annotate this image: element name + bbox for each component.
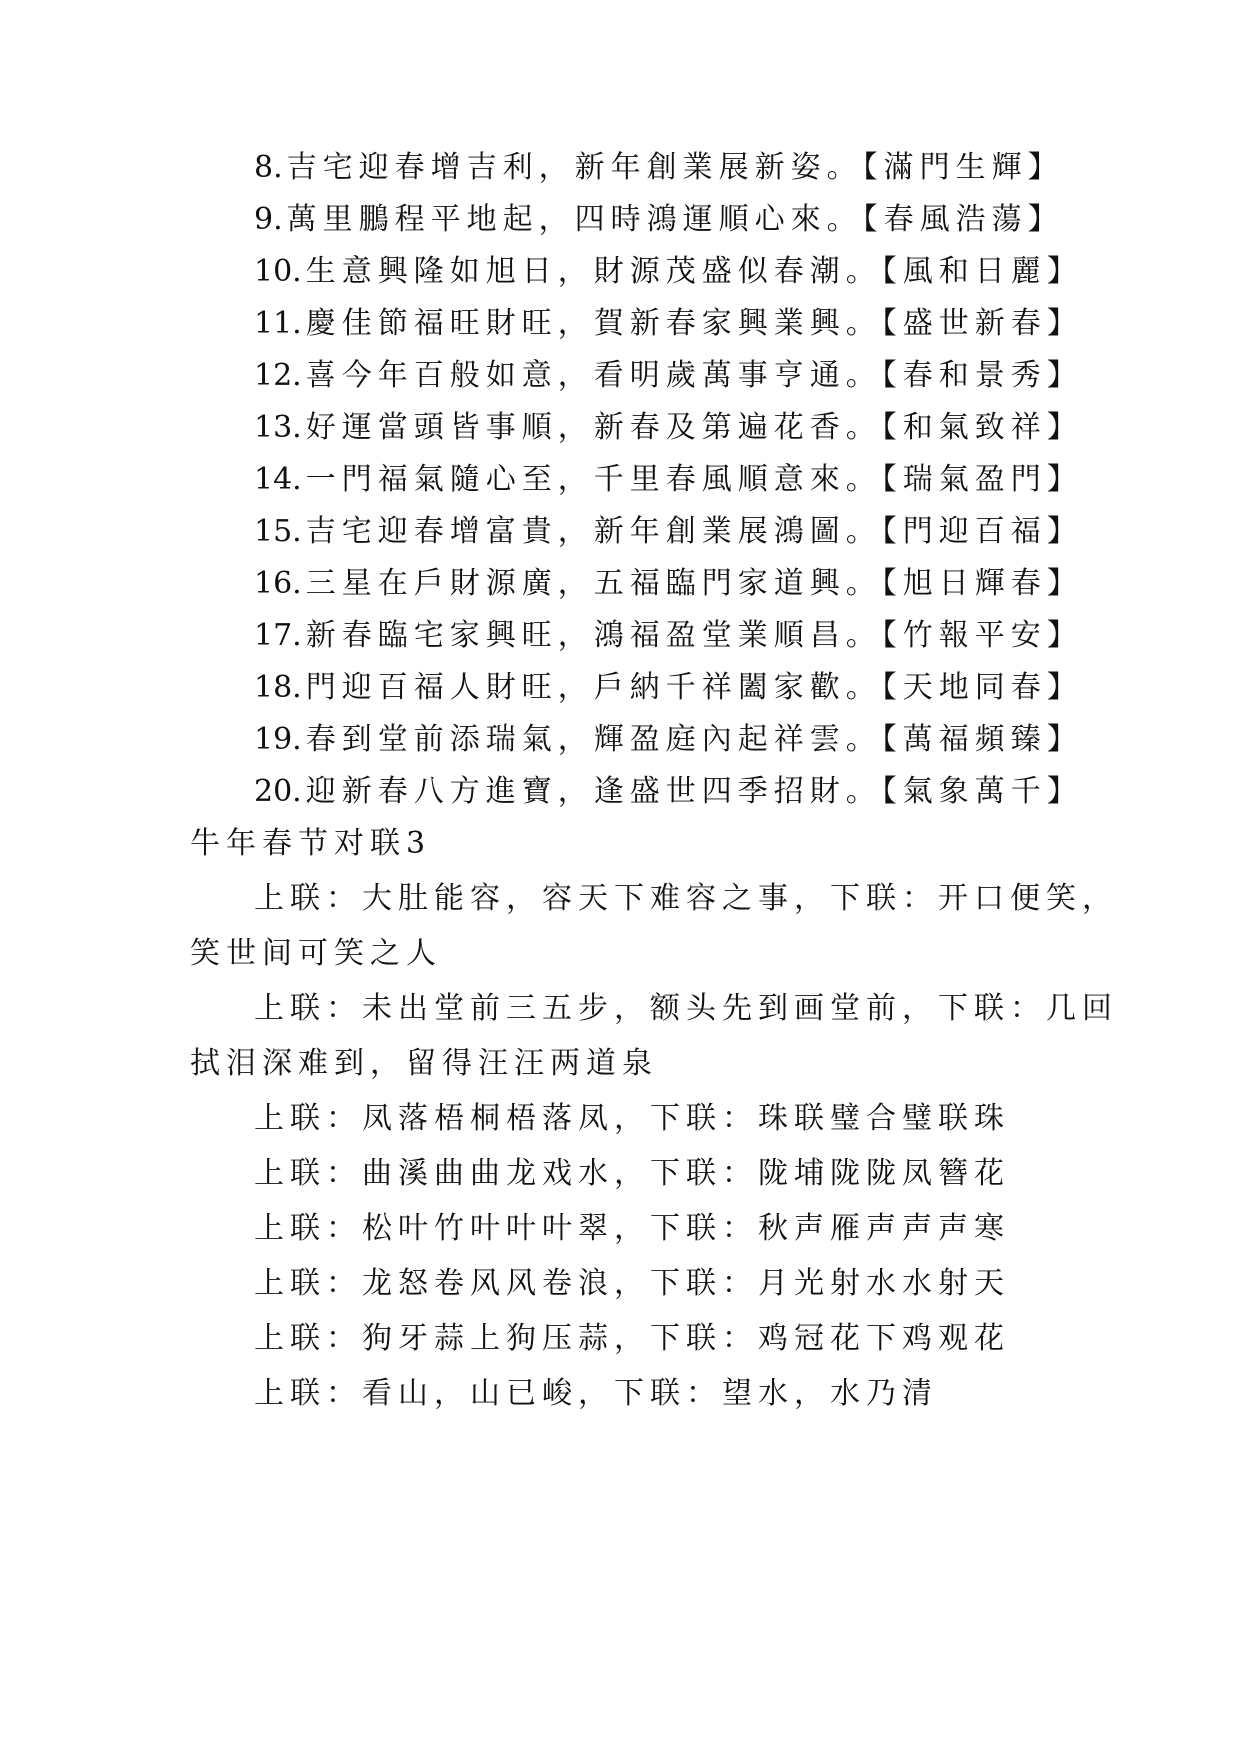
couplet-text: 春到堂前添瑞氣，輝盈庭內起祥雲。【萬福頻臻】 <box>305 722 1083 757</box>
couplet-number: 19. <box>254 722 302 757</box>
couplet-line <box>254 356 1083 396</box>
couplet-pair-line1: 上联：龙怒卷风风卷浪，下联：月光射水水射天 <box>254 1266 1010 1301</box>
couplet-number: 8. <box>254 150 283 185</box>
couplet-number: 20. <box>254 774 302 809</box>
couplet-line <box>254 720 1083 760</box>
couplet-text: 好運當頭皆事順，新春及第遍花香。【和氣致祥】 <box>305 410 1083 445</box>
couplet-number: 9. <box>254 202 283 237</box>
couplet-text: 三星在戶財源廣，五福臨門家道興。【旭日輝春】 <box>305 566 1083 601</box>
couplet-number: 16. <box>254 566 302 601</box>
couplet-line <box>254 252 1083 292</box>
couplet-number: 11. <box>254 306 302 341</box>
couplet-pair-line1: 上联：松叶竹叶叶叶翠，下联：秋声雁声声声寒 <box>254 1211 1010 1246</box>
couplet-text: 一門福氣隨心至，千里春風順意來。【瑞氣盈門】 <box>305 462 1083 497</box>
couplet-text: 迎新春八方進寶，逢盛世四季招財。【氣象萬千】 <box>305 774 1083 809</box>
couplet-line <box>254 200 1064 240</box>
couplet-line <box>254 772 1083 812</box>
couplet-text: 新春臨宅家興旺，鴻福盈堂業順昌。【竹報平安】 <box>305 618 1083 653</box>
couplet-number: 10. <box>254 254 302 289</box>
couplet-text: 吉宅迎春增吉利，新年創業展新姿。【滿門生輝】 <box>286 150 1064 185</box>
section-title: 牛年春节对联3 <box>190 826 432 861</box>
couplet-line <box>254 148 1064 188</box>
couplet-text: 生意興隆如旭日，財源茂盛似春潮。【風和日麗】 <box>305 254 1083 289</box>
couplet-number: 14. <box>254 462 302 497</box>
couplet-pair-line1: 上联：看山，山已峻，下联：望水，水乃清 <box>254 1376 938 1411</box>
couplet-line <box>254 616 1083 656</box>
couplet-text: 門迎百福人財旺，戶納千祥闔家歡。【天地同春】 <box>305 670 1083 705</box>
couplet-text: 喜今年百般如意，看明歲萬事亨通。【春和景秀】 <box>305 358 1083 393</box>
couplet-line <box>254 668 1083 708</box>
couplet-pair-line1: 上联：凤落梧桐梧落凤，下联：珠联璧合璧联珠 <box>254 1101 1010 1136</box>
couplet-pair-line2: 笑世间可笑之人 <box>190 936 442 971</box>
couplet-text: 吉宅迎春增富貴，新年創業展鴻圖。【門迎百福】 <box>305 514 1083 549</box>
couplet-line <box>254 304 1083 344</box>
couplet-pair-line1: 上联：狗牙蒜上狗压蒜，下联：鸡冠花下鸡观花 <box>254 1321 1010 1356</box>
couplet-text: 慶佳節福旺財旺，賀新春家興業興。【盛世新春】 <box>305 306 1083 341</box>
couplet-number: 15. <box>254 514 302 549</box>
couplet-pair-line1: 上联：大肚能容，容天下难容之事，下联：开口便笑， <box>254 881 1118 916</box>
couplet-text: 萬里鵬程平地起，四時鴻運順心來。【春風浩蕩】 <box>286 202 1064 237</box>
couplet-number: 13. <box>254 410 302 445</box>
couplet-number: 12. <box>254 358 302 393</box>
couplet-pair-line2: 拭泪深难到，留得汪汪两道泉 <box>190 1046 658 1081</box>
couplet-line <box>254 408 1083 448</box>
couplet-number: 18. <box>254 670 302 705</box>
couplet-line <box>254 460 1083 500</box>
couplet-number: 17. <box>254 618 302 653</box>
couplet-line <box>254 512 1083 552</box>
couplet-pair-line1: 上联：曲溪曲曲龙戏水，下联：陇埔陇陇凤簪花 <box>254 1156 1010 1191</box>
couplet-line <box>254 564 1083 604</box>
couplet-pair-line1: 上联：未出堂前三五步，额头先到画堂前，下联：几回 <box>254 991 1118 1026</box>
